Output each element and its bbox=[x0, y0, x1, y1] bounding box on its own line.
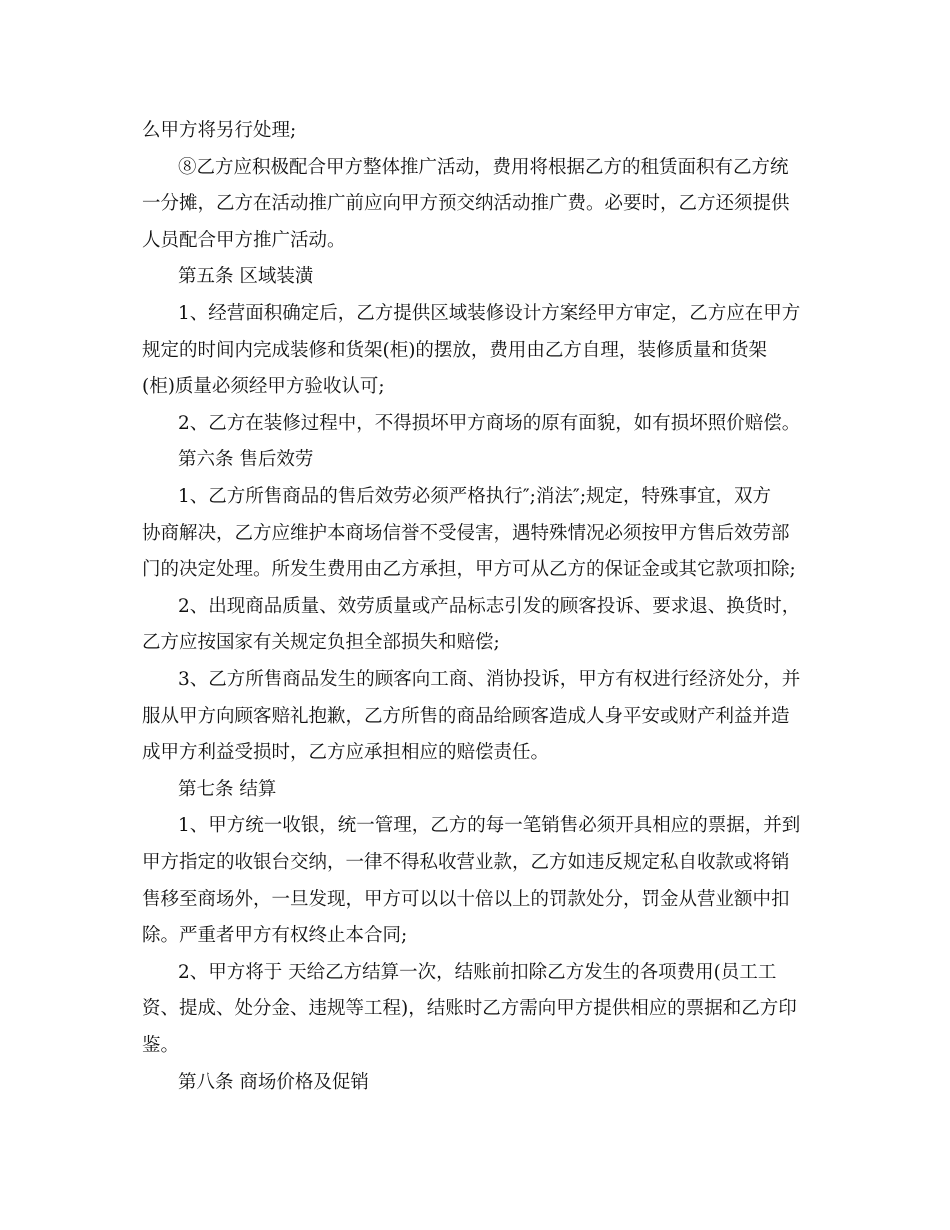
text-line: 3、乙方所售商品发生的顾客向工商、消协投诉，甲方有权进行经济处分，并 bbox=[178, 669, 801, 690]
text-line: 1、甲方统一收银，统一管理，乙方的每一笔销售必须开具相应的票据，并到 bbox=[178, 815, 801, 837]
text-line: 除。严重者甲方有权终止本合同; bbox=[142, 925, 408, 947]
text-line: 资、提成、处分金、违规等工程)，结账时乙方需向甲方提供相应的票据和乙方印 bbox=[142, 998, 797, 1020]
section-heading: 第七条 结算 bbox=[178, 778, 277, 800]
text-line: 鉴。 bbox=[142, 1035, 180, 1056]
text-line: 一分摊，乙方在活动推广前应向甲方预交纳活动推广费。必要时，乙方还须提供 bbox=[142, 193, 790, 215]
text-line: 协商解决，乙方应维护本商场信誉不受侵害，遇特殊情况必须按甲方售后效劳部 bbox=[142, 522, 790, 544]
text-line: 2、出现商品质量、效劳质量或产品标志引发的顾客投诉、要求退、换货时， bbox=[178, 595, 801, 617]
text-line: 2、甲方将于 天给乙方结算一次，结账前扣除乙方发生的各项费用(员工工 bbox=[178, 961, 777, 983]
text-line: 么甲方将另行处理; bbox=[142, 120, 297, 141]
text-line: 规定的时间内完成装修和货架(柜)的摆放，费用由乙方自理，装修质量和货架 bbox=[142, 339, 767, 361]
text-line: 甲方指定的收银台交纳，一律不得私收营业款，乙方如违反规定私自收款或将销 bbox=[142, 852, 790, 873]
text-line: (柜)质量必须经甲方验收认可; bbox=[142, 376, 385, 398]
text-line: 售移至商场外，一旦发现，甲方可以以十倍以上的罚款处分，罚金从营业额中扣 bbox=[142, 888, 790, 910]
text-line: 人员配合甲方推广活动。 bbox=[142, 229, 346, 251]
text-line: 2、乙方在装修过程中，不得损坏甲方商场的原有面貌，如有损坏照价赔偿。 bbox=[178, 412, 801, 434]
text-line: 1、经营面积确定后，乙方提供区域装修设计方案经甲方审定，乙方应在甲方 bbox=[178, 303, 801, 324]
section-heading: 第五条 区域装潢 bbox=[178, 266, 314, 288]
text-line: 门的决定处理。所发生费用由乙方承担，甲方可从乙方的保证金或其它款项扣除; bbox=[142, 559, 796, 581]
text-line: 服从甲方向顾客赔礼抱歉，乙方所售的商品给顾客造成人身平安或财产利益并造 bbox=[142, 705, 790, 727]
section-heading: 第六条 售后效劳 bbox=[178, 449, 314, 471]
text-line: 1、乙方所售商品的售后效劳必须严格执行″;消法″;规定，特殊事宜，双方 bbox=[178, 486, 772, 507]
section-heading: 第八条 商场价格及促销 bbox=[178, 1071, 369, 1093]
text-line: ⑧乙方应积极配合甲方整体推广活动，费用将根据乙方的租赁面积有乙方统 bbox=[178, 156, 789, 178]
text-line: 成甲方利益受损时，乙方应承担相应的赔偿责任。 bbox=[142, 742, 550, 764]
text-line: 乙方应按国家有关规定负担全部损失和赔偿; bbox=[142, 632, 500, 654]
